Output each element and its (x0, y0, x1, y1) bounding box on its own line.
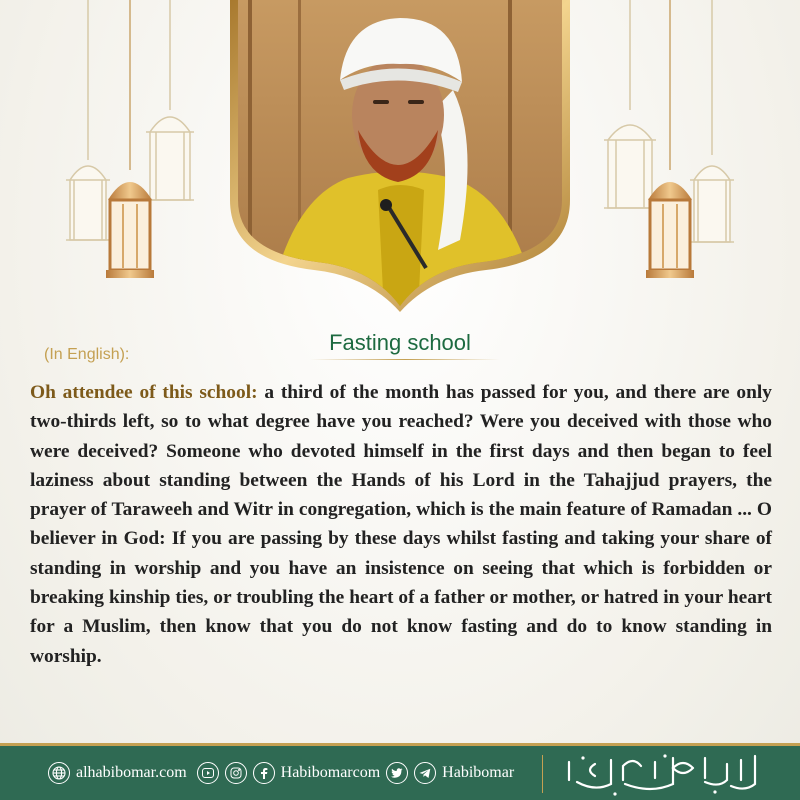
twitter-icon[interactable] (386, 762, 408, 784)
portrait-frame (228, 0, 572, 312)
globe-icon[interactable] (48, 762, 70, 784)
youtube-icon[interactable] (197, 762, 219, 784)
title-divider (310, 359, 500, 360)
footer-links (48, 746, 514, 800)
telegram-icon[interactable] (414, 762, 436, 784)
handle-habibomar[interactable]: Habibomar (442, 764, 515, 781)
website-link[interactable]: alhabibomar.com (76, 764, 187, 781)
body-text: a third of the month has passed for you, and there are only two-thirds left, so to what degree have you reached? Were you deceived with those who were deceived? Someone who devoted himself in the first days and then began to feel laziness about standing between the Hands of his Lord in the Tahajjud prayers, the prayer of Taraweeh and Witr in congregation, which is the main feature of Ramadan ... O believer in God: If you are passing by these days whilst fasting and taking your share of standing in worship and you have an insistence on seeing that which is forbidden or breaking kinship ties, or troubling the heart of a father or mother, or hatred in your heart for a Muslim, then know that you do not know fasting and do to know standing in worship. (30, 382, 772, 667)
language-note: (In English): (44, 346, 130, 363)
facebook-icon[interactable] (253, 762, 275, 784)
body-lead: Oh attendee of this school: (30, 382, 258, 403)
instagram-icon[interactable] (225, 762, 247, 784)
calligraphy-logo (555, 750, 765, 798)
footer-divider (542, 755, 543, 793)
body-paragraph (30, 378, 772, 671)
page-title: Fasting school (329, 330, 471, 355)
footer-bar (0, 743, 800, 800)
handle-habibomarcom[interactable]: Habibomarcom (280, 764, 381, 781)
